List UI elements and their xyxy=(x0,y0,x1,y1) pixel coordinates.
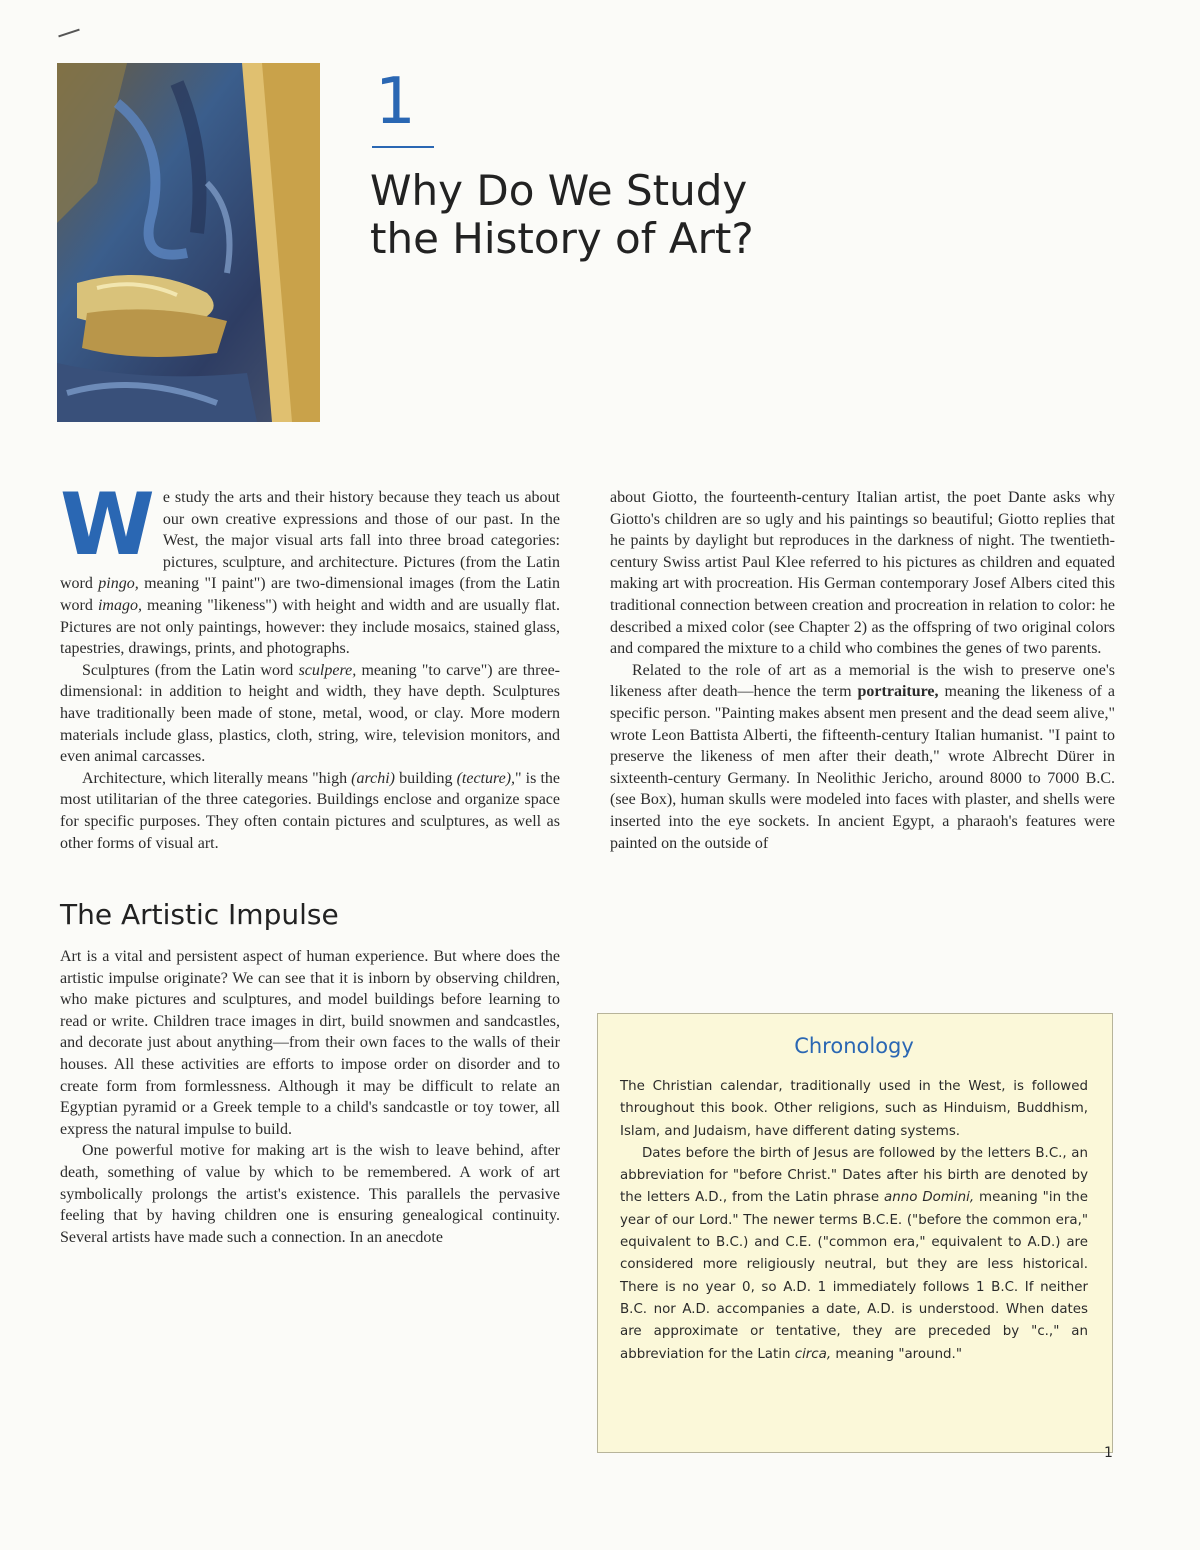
right-p2-text-2: meaning the likeness of a specific person. "Painting makes absent men present and the dead seem alive," wrote Leon Battista Alberti, the fifteenth-century Italian humanist. "I paint to preserve the likeness of men after their death," wrote Albrecht Dürer in sixteenth-century Germany. In Neolithic Jericho, around 8000 to 7000 B.C. (see Box), human skulls were modeled into faces with plaster, and shells were inserted into the eye sockets. In ancient Egypt, a pharaoh's features were painted on the outside of xyxy=(610,683,1115,852)
scan-mark xyxy=(58,29,80,38)
section-paragraph-1: Art is a vital and persistent aspect of human experience. But where does the artistic impulse originate? We can see that it is inborn by observing children, who make pictures and sculptures, and model buildings before learning to read or write. Children trace images in dirt, build snowmen and sandcastles, and decorate just about anything—from their own faces to the walls of their houses. All these activities are efforts to impose order on disorder and to create form from formlessness. Although it may be difficult to relate an Egyptian pyramid or a Greek temple to a child's sandcastle or toy tower, all express the natural impulse to build. xyxy=(60,948,560,1138)
right-p2-text-1: Related to the role of art as a memorial is the wish to preserve one's likeness after death—hence the term xyxy=(610,661,1115,701)
intro-p1-term-imago: imago, xyxy=(97,596,142,614)
intro-p2-text-1: Sculptures (from the Latin word xyxy=(82,661,299,679)
intro-paragraph-1 xyxy=(60,475,561,660)
chrono-p2-text-2: meaning "in the year of our Lord." The newer terms B.C.E. ("before the common era," equivalent to B.C.) and C.E. ("common era," equivalent to A.D.) are considered more religiously neutral, but they are less historical. There is no year 0, so A.D. 1 immediately follows 1 B.C. If neither B.C. nor A.D. accompanies a date, A.D. is understood. When dates are approximate or tentative, they are preceded by "c.," an abbreviation for the Latin xyxy=(620,1190,1088,1362)
chrono-p2-term-circa: circa, xyxy=(794,1346,832,1362)
right-paragraph-2 xyxy=(610,660,1115,854)
intro-p3-term-tecture: (tecture), xyxy=(456,769,516,787)
intro-p2-text-2: meaning "to carve") are three-dimensional: in addition to height and width, they have depth. Sculptures have traditionally been made of stone, metal, wood, or clay. More modern materials include glass, plastics, cloth, string, wire, television monitors, and even animal carcasses. xyxy=(60,661,560,766)
right-p2-term-portraiture: portraiture, xyxy=(857,683,939,701)
chapter-title-line-2: the History of Art? xyxy=(370,214,754,263)
chapter-opener-painting xyxy=(57,63,320,422)
drop-cap: W xyxy=(60,475,155,575)
intro-p1-text-3: meaning "likeness") with height and width and are usually flat. Pictures are not only paintings, however: they include mosaics, stained glass, tapestries, drawings, prints, and photographs. xyxy=(60,596,560,658)
intro-p1-text-1: e study the arts and their history because they teach us about our own creative expressions and those of our past. In the West, the major visual arts fall into three broad categories: pictures, sculpture, and architecture. Pictures (from the Latin word xyxy=(60,489,560,593)
painting-image xyxy=(57,63,320,422)
intro-p3-text-3: " is the most utilitarian of the three categories. Buildings enclose and organize space for specific purposes. They often contain pictures and sculptures, as well as other forms of visual art. xyxy=(60,769,560,852)
chrono-p2-term-anno-domini: anno Domini, xyxy=(884,1190,975,1206)
right-paragraph-1: about Giotto, the fourteenth-century Italian artist, the poet Dante asks why Giotto's children are so ugly and his paintings so beautiful; Giotto replies that he paints by daylight but reproduces in the darkness of night. The twentieth-century Swiss artist Paul Klee referred to his pictures as children and equated making art with procreation. His German contemporary Josef Albers cited this traditional connection between creation and procreation in relation to color: he described a mixed color (see Chapter 2) as the offspring of two original colors and compared the mixture to a child who combines the genes of two parents. xyxy=(610,489,1115,658)
intro-paragraph-3 xyxy=(60,768,560,854)
section-heading-artistic-impulse: The Artistic Impulse xyxy=(60,898,339,932)
chronology-title: Chronology xyxy=(794,1034,914,1058)
intro-p2-term-sculpere: sculpere, xyxy=(298,661,357,679)
chrono-p2-text-1: Dates before the birth of Jesus are followed by the letters B.C., an abbreviation for "before Christ." Dates after his birth are denoted by the letters A.D., from the Latin phrase xyxy=(620,1145,1088,1206)
chapter-title xyxy=(370,167,754,263)
chronology-paragraph-1: The Christian calendar, traditionally used in the West, is followed throughout this book. Other religions, such as Hinduism, Buddhism, Islam, and Judaism, have different dating systems. xyxy=(620,1079,1088,1139)
intro-p3-text-1: Architecture, which literally means "high xyxy=(82,769,352,787)
intro-p3-term-archi: (archi) xyxy=(351,769,396,787)
intro-p1-text-2: meaning "I paint") are two-dimensional images (from the Latin word xyxy=(60,575,561,614)
intro-p3-text-2: building xyxy=(395,769,457,787)
left-column xyxy=(60,475,561,1248)
intro-paragraph-2 xyxy=(60,660,560,768)
chapter-number: 1 xyxy=(375,65,416,139)
chapter-title-line-1: Why Do We Study xyxy=(370,166,748,215)
chronology-paragraph-2 xyxy=(620,1143,1088,1366)
right-column xyxy=(610,487,1115,854)
chronology-box xyxy=(597,1013,1113,1453)
section-paragraph-2: One powerful motive for making art is the wish to leave behind, after death, something of value by which to be remembered. A work of art symbolically prolongs the artist's existence. This parallels the pervasive feeling that by having children one is ensuring genealogical continuity. Several artists have made such a connection. In an anecdote xyxy=(60,1142,560,1246)
chapter-rule xyxy=(372,146,434,148)
chrono-p2-text-3: meaning "around." xyxy=(831,1346,962,1362)
intro-p1-term-pingo: pingo, xyxy=(98,575,139,593)
page-number: 1 xyxy=(1104,1445,1113,1461)
